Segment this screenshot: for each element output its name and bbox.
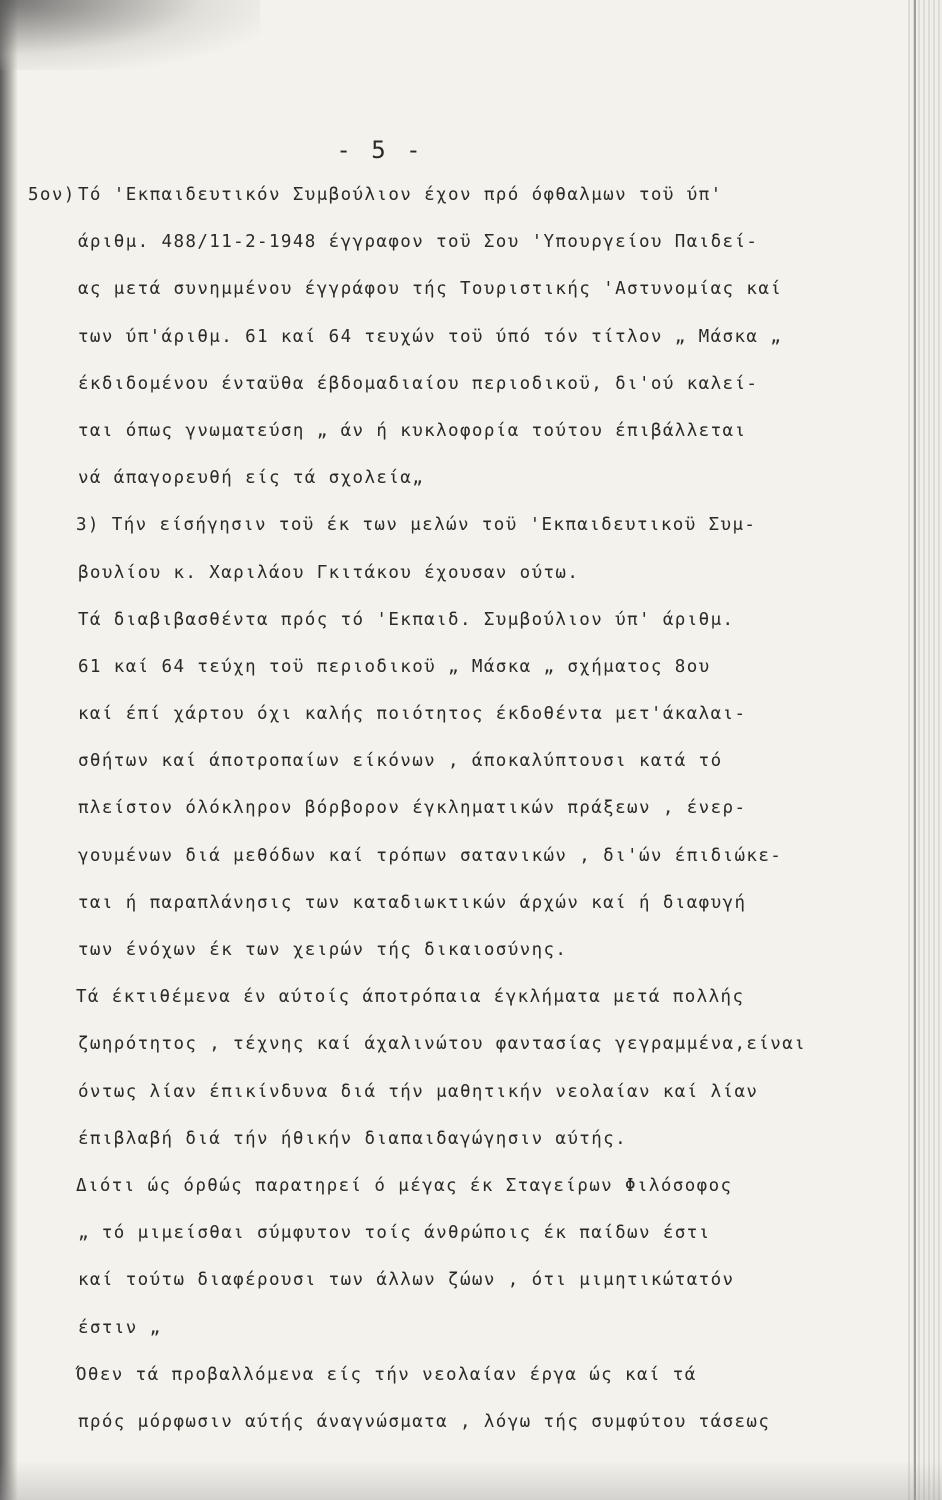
- text-line: [28, 738, 908, 785]
- line-text: καί τούτω διαφέρουσι των άλλων ζώων , ότι μιμητικώτατόν: [78, 1270, 735, 1291]
- line-text: των ένόχων έκ των χειρών τής δικαιοσύνης.: [78, 940, 568, 960]
- line-text: Όθεν τά προβαλλόμενα είς τήν νεολαίαν έργα ώς καί τά: [76, 1364, 697, 1385]
- corner-shadow: [0, 0, 260, 70]
- line-text: έστιν „: [78, 1317, 162, 1338]
- text-line: [28, 1305, 908, 1352]
- text-line: [28, 172, 908, 219]
- text-line: [28, 597, 908, 644]
- page-number: - 5 -: [336, 136, 424, 164]
- line-text: 61 καί 64 τεύχη τοϋ περιοδικοϋ „ Μάσκα „ σχήματος 8ου: [78, 656, 711, 677]
- line-text: „ τό μιμείσθαι σύμφυτον τοίς άνθρώποις έκ παίδων έστι: [78, 1223, 711, 1244]
- text-line: [28, 314, 908, 361]
- line-text: πλείστον όλόκληρον βόρβορον έγκληματικών πράξεων , ένερ-: [78, 798, 747, 819]
- text-line: [28, 361, 908, 408]
- line-text: άριθμ. 488/11-2-1948 έγγραφον τοϋ Σου 'Υπουργείου Παιδεί-: [78, 232, 759, 253]
- text-line: [28, 219, 908, 266]
- line-text: των ύπ'άριθμ. 61 καί 64 τευχών τοϋ ύπό τόν τίτλον „ Μάσκα „: [78, 326, 783, 347]
- text-line: [28, 1116, 908, 1163]
- line-text: Τά έκτιθέμενα έν αύτοίς άποτρόπαια έγκλήματα μετά πολλής: [76, 987, 745, 1008]
- line-text: βουλίου κ. Χαριλάου Γκιτάκου έχουσαν ούτω.: [78, 562, 580, 583]
- line-text: ται ή παραπλάνησις των καταδιωκτικών άρχών καί ή διαφυγή: [78, 892, 747, 913]
- line-text: σθήτων καί άποτροπαίων είκόνων , άποκαλύπτουσι κατά τό: [78, 751, 723, 772]
- typed-text-body: [28, 172, 908, 1446]
- text-line: [28, 266, 908, 313]
- text-line: [28, 1257, 908, 1304]
- text-line: [28, 408, 908, 455]
- line-text: όντως λίαν έπικίνδυνα διά τήν μαθητικήν νεολαίαν καί λίαν: [78, 1081, 759, 1102]
- text-line: [28, 644, 908, 691]
- line-text: γουμένων διά μεθόδων καί τρόπων σατανικών , δι'ών έπιδιώκε-: [78, 845, 783, 866]
- page-edge: [908, 0, 942, 1500]
- line-text: πρός μόρφωσιν αύτής άναγνώσματα , λόγω τής συμφύτου τάσεως: [78, 1411, 771, 1432]
- item-marker: 5ον): [28, 185, 76, 205]
- text-line: [28, 880, 908, 927]
- binding-shadow: [0, 0, 18, 1500]
- line-text: έκδιδομένου ένταϋθα έβδομαδιαίου περιοδικοϋ, δι'ού καλεί-: [78, 373, 759, 394]
- line-text: ζωηρότητος , τέχνης καί άχαλινώτου φαντασίας γεγραμμένα,είναι: [78, 1034, 807, 1055]
- text-line: [28, 502, 908, 549]
- text-line: [28, 1163, 908, 1210]
- line-text: Τά διαβιβασθέντα πρός τό 'Εκπαιδ. Συμβούλιον ύπ' άριθμ.: [78, 609, 735, 630]
- text-line: [28, 785, 908, 832]
- text-line: [28, 1399, 908, 1446]
- text-line: [28, 1021, 908, 1068]
- text-line: [28, 1352, 908, 1399]
- line-text: ται όπως γνωματεύση „ άν ή κυκλοφορία τούτου έπιβάλλεται: [78, 420, 747, 441]
- line-text: Τό 'Εκπαιδευτικόν Συμβούλιον έχον πρό όφθαλμων τοϋ ύπ': [78, 185, 723, 205]
- line-text: καί έπί χάρτου όχι καλής ποιότητος έκδοθέντα μετ'άκαλαι-: [78, 704, 747, 725]
- text-line: [28, 927, 908, 974]
- text-line: [28, 1069, 908, 1116]
- text-line: [28, 455, 908, 502]
- text-line: [28, 974, 908, 1021]
- line-text: ας μετά συνημμένου έγγράφου τής Τουριστικής 'Αστυνομίας καί: [78, 279, 783, 300]
- line-text: νά άπαγορευθή είς τά σχολεία„: [78, 468, 425, 489]
- text-line: [28, 833, 908, 880]
- line-text: έπιβλαβή διά τήν ήθικήν διαπαιδαγώγησιν αύτής.: [78, 1128, 628, 1149]
- text-line: [28, 1210, 908, 1257]
- line-text: Διότι ώς όρθώς παρατηρεί ό μέγας έκ Σταγείρων Φιλόσοφος: [76, 1175, 733, 1196]
- line-text: 3) Τήν είσήγησιν τοϋ έκ των μελών τοϋ 'Εκπαιδευτικοϋ Συμ-: [76, 515, 757, 536]
- bottom-edge: [0, 1460, 942, 1500]
- text-line: [28, 550, 908, 597]
- text-line: [28, 691, 908, 738]
